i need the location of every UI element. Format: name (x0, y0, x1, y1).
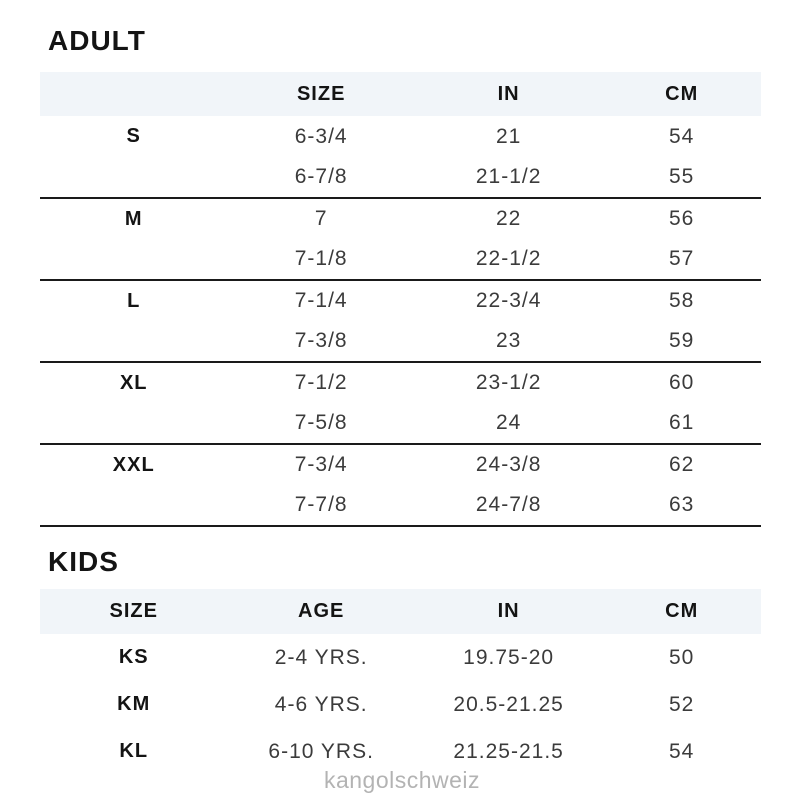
column-header: IN (415, 72, 602, 116)
table-row (40, 239, 761, 280)
value-cell: 7-3/8 (227, 321, 414, 362)
column-header: SIZE (40, 589, 227, 634)
value-cell: 6-3/4 (294, 124, 348, 148)
adult-section-title: ADULT (48, 25, 146, 56)
row-size-label: L (127, 289, 141, 312)
value-cell: 4-6 YRS. (274, 692, 368, 716)
kids-header-row (40, 589, 761, 634)
watermark: kangolschweiz (323, 767, 481, 793)
table-row (40, 681, 761, 728)
table-row (40, 362, 761, 403)
adult-header-row (40, 72, 761, 116)
value-cell: 21 (495, 124, 522, 148)
value-cell: 7-1/2 (294, 371, 348, 394)
value-cell: 24 (415, 403, 602, 444)
value-cell: 6-10 YRS. (268, 739, 374, 763)
row-size-label: KM (117, 693, 151, 715)
value-cell: 7-7/8 (227, 485, 414, 526)
column-header: SIZE (227, 72, 414, 116)
value-cell: 7-1/8 (227, 239, 414, 280)
value-cell: 21-1/2 (415, 157, 602, 198)
adult-size-table (40, 72, 761, 527)
value-cell: 7-1/4 (294, 289, 348, 312)
row-size-label: KS (118, 646, 149, 668)
column-header (40, 72, 227, 116)
table-row (40, 157, 761, 198)
value-cell: 19.75-20 (463, 645, 555, 669)
value-cell: 6-7/8 (227, 157, 414, 198)
table-row (40, 198, 761, 239)
value-cell: 24-7/8 (415, 485, 602, 526)
row-size-label (40, 485, 227, 526)
value-cell: 23 (415, 321, 602, 362)
value-cell: 24-3/8 (475, 453, 542, 476)
value-cell: 63 (602, 485, 761, 526)
value-cell: 23-1/2 (475, 371, 542, 394)
value-cell: 20.5-21.25 (453, 692, 564, 716)
value-cell: 52 (669, 692, 695, 716)
row-size-label: XL (119, 371, 148, 394)
table-row (40, 444, 761, 485)
row-size-label: KL (119, 740, 149, 762)
value-cell: 54 (669, 124, 695, 148)
table-row (40, 403, 761, 444)
value-cell: 7-3/4 (294, 453, 348, 476)
value-cell: 22-1/2 (415, 239, 602, 280)
column-header: CM (602, 589, 761, 634)
value-cell: 2-4 YRS. (274, 645, 368, 669)
kids-size-table (40, 589, 761, 775)
value-cell: 56 (669, 207, 695, 230)
value-cell: 57 (602, 239, 761, 280)
value-cell: 54 (669, 739, 695, 763)
value-cell: 62 (669, 453, 695, 476)
row-size-label (40, 321, 227, 362)
value-cell: 7 (314, 207, 328, 230)
value-cell: 60 (669, 371, 695, 394)
value-cell: 21.25-21.5 (453, 739, 564, 763)
row-size-label: XXL (112, 453, 155, 476)
table-row (40, 116, 761, 157)
value-cell: 61 (602, 403, 761, 444)
value-cell: 22-3/4 (475, 289, 542, 312)
column-header: CM (602, 72, 761, 116)
value-cell: 50 (669, 645, 695, 669)
kids-section-title: KIDS (48, 546, 119, 577)
table-row (40, 634, 761, 681)
table-row (40, 280, 761, 321)
row-size-label (40, 403, 227, 444)
value-cell: 55 (602, 157, 761, 198)
value-cell: 58 (669, 289, 695, 312)
row-size-label: M (124, 207, 143, 230)
row-size-label (40, 239, 227, 280)
table-row (40, 321, 761, 362)
column-header: IN (415, 589, 602, 634)
value-cell: 59 (602, 321, 761, 362)
value-cell: 22 (495, 207, 522, 230)
value-cell: 7-5/8 (227, 403, 414, 444)
row-size-label: S (126, 125, 141, 147)
table-row (40, 485, 761, 526)
column-header: AGE (227, 589, 414, 634)
row-size-label (40, 157, 227, 198)
